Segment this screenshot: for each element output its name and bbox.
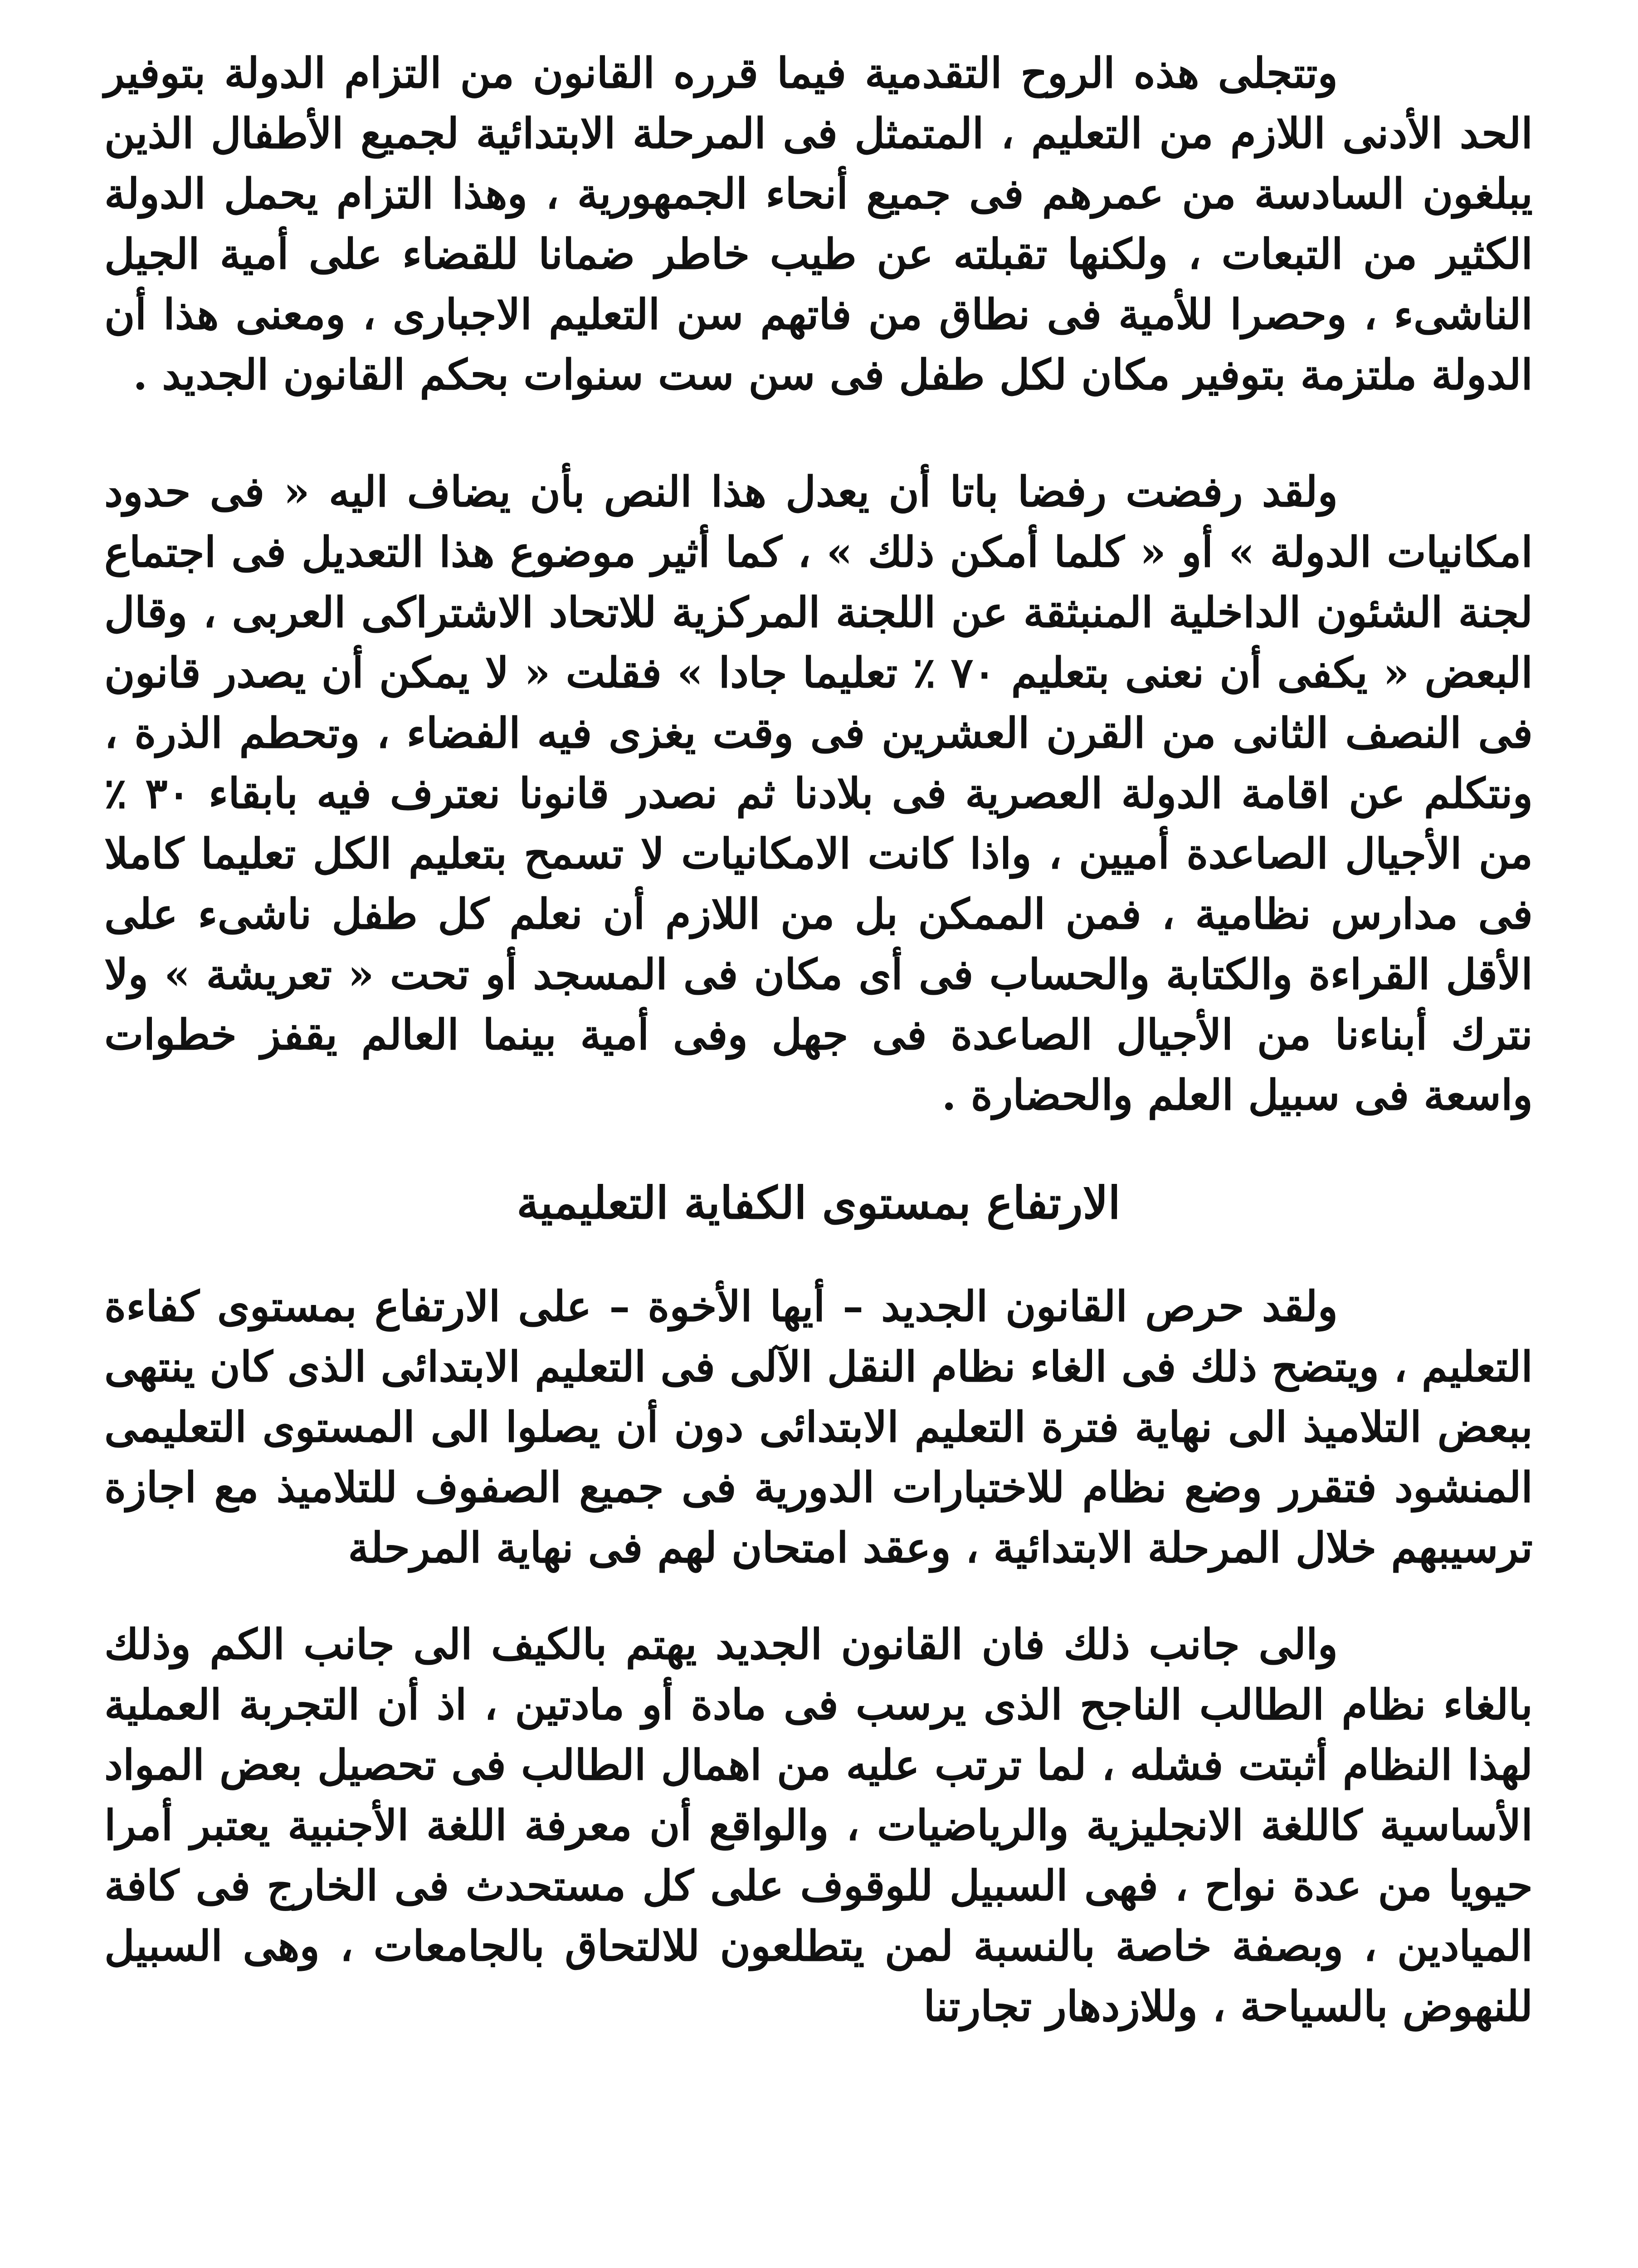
text-column bbox=[104, 43, 1533, 2037]
paragraph-4: والى جانب ذلك فان القانون الجديد يهتم بالكيف الى جانب الكم وذلك بالغاء نظام الطالب الناجح الذى يرسب فى مادة أو مادتين ، اذ أن التجربة العملية لهذا النظام أثبتت فشله ، لما ترتب عليه من اهمال الطالب فى تحصيل بعض المواد الأساسية كاللغة الانجليزية والرياضيات ، والواقع أن معرفة اللغة الأجنبية يعتبر أمرا حيويا من عدة نواح ، فهى السبيل للوقوف على كل مستحدث فى الخارج فى كافة الميادين ، وبصفة خاصة بالنسبة لمن يتطلعون للالتحاق بالجامعات ، وهى السبيل للنهوض بالسياحة ، وللازدهار تجارتنا bbox=[104, 1620, 1533, 2031]
section-heading: الارتفاع بمستوى الكفاية التعليمية bbox=[517, 1177, 1121, 1229]
paragraph-2: ولقد رفضت رفضا باتا أن يعدل هذا النص بأن يضاف اليه « فى حدود امكانيات الدولة » أو « كلما أمكن ذلك » ، كما أثير موضوع هذا التعديل فى اجتماع لجنة الشئون الداخلية المنبثقة عن اللجنة المركزية للاتحاد الاشتراكى العربى ، وقال البعض « يكفى أن نعنى بتعليم ٧٠ ٪ تعليما جادا » فقلت « لا يمكن أن يصدر قانون فى النصف الثانى من القرن العشرين فى وقت يغزى فيه الفضاء ، وتحطم الذرة ، ونتكلم عن اقامة الدولة العصرية فى بلادنا ثم نصدر قانونا نعترف فيه بابقاء ٣٠ ٪ من الأجيال الصاعدة أميين ، واذا كانت الامكانيات لا تسمح بتعليم الكل تعليما كاملا فى مدارس نظامية ، فمن الممكن بل من اللازم أن نعلم كل طفل ناشىء على الأقل القراءة والكتابة والحساب فى أى مكان فى المسجد أو تحت « تعريشة » ولا نترك أبناءنا من الأجيال الصاعدة فى جهل وفى أمية بينما العالم يقفز خطوات واسعة فى سبيل العلم والحضارة . bbox=[104, 467, 1533, 1119]
paragraph-1: وتتجلى هذه الروح التقدمية فيما قرره القانون من التزام الدولة بتوفير الحد الأدنى اللازم من التعليم ، المتمثل فى المرحلة الابتدائية لجميع الأطفال الذين يبلغون السادسة من عمرهم فى جميع أنحاء الجمهورية ، وهذا التزام يحمل الدولة الكثير من التبعات ، ولكنها تقبلته عن طيب خاطر ضمانا للقضاء على أمية الجيل الناشىء ، وحصرا للأمية فى نطاق من فاتهم سن التعليم الاجبارى ، ومعنى هذا أن الدولة ملتزمة بتوفير مكان لكل طفل فى سن ست سنوات بحكم القانون الجديد . bbox=[104, 49, 1533, 399]
paragraph-3: ولقد حرص القانون الجديد – أيها الأخوة – على الارتفاع بمستوى كفاءة التعليم ، ويتضح ذلك فى الغاء نظام النقل الآلى فى التعليم الابتدائى الذى كان ينتهى ببعض التلاميذ الى نهاية فترة التعليم الابتدائى دون أن يصلوا الى المستوى التعليمى المنشود فتقرر وضع نظام للاختبارات الدورية فى جميع الصفوف للتلاميذ مع اجازة ترسيبهم خلال المرحلة الابتدائية ، وعقد امتحان لهم فى نهاية المرحلة bbox=[104, 1282, 1533, 1572]
